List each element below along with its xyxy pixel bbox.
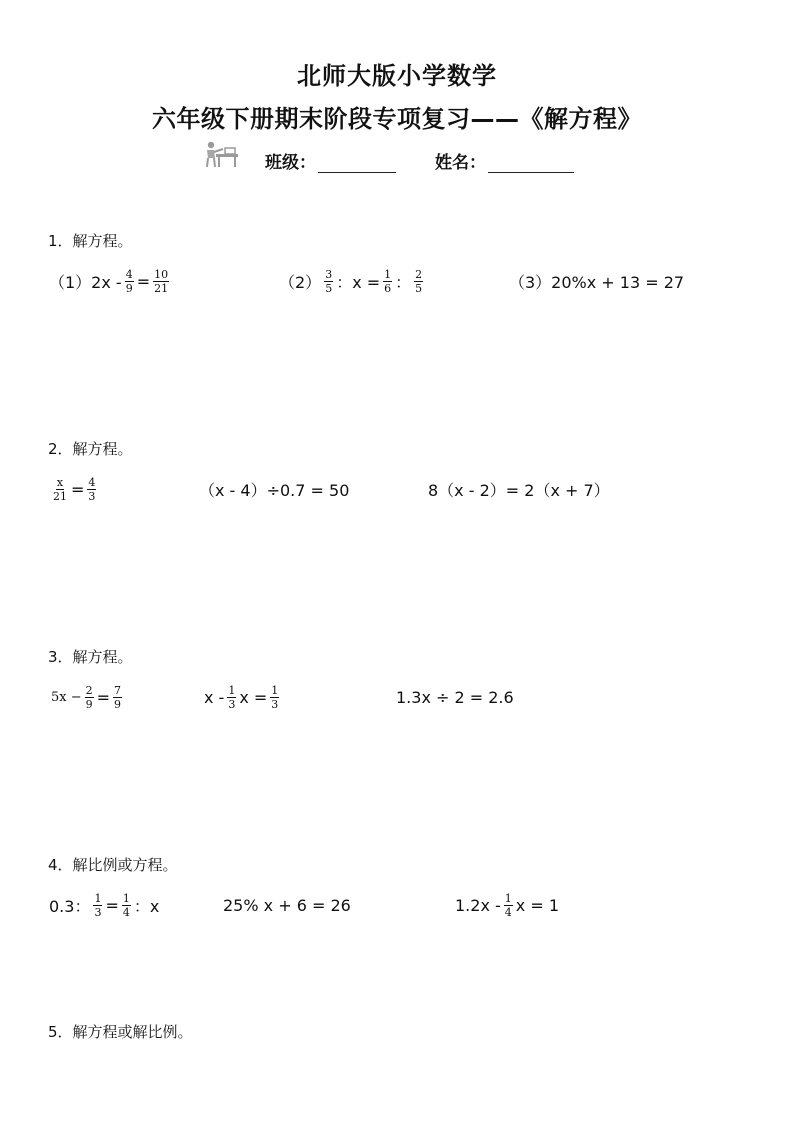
equation-text: ：	[395, 272, 412, 292]
class-field	[265, 148, 396, 173]
equation-text: =	[105, 895, 119, 915]
fraction-numerator: 7	[114, 683, 122, 697]
name-blank[interactable]	[488, 152, 574, 173]
fraction-denominator: 9	[85, 697, 93, 711]
equation	[198, 471, 350, 507]
fraction	[504, 892, 513, 919]
page-title: 北师大版小学数学	[297, 62, 497, 90]
fraction-denominator: 5	[415, 281, 423, 295]
fraction	[93, 892, 102, 919]
equation	[278, 263, 425, 299]
equation-text: =	[96, 687, 111, 707]
fraction	[122, 892, 131, 919]
equation	[395, 679, 515, 715]
name-label: 姓名：	[435, 153, 486, 173]
teacher-desk-icon	[203, 140, 241, 168]
fraction	[227, 684, 236, 711]
fraction-denominator: 6	[384, 281, 392, 295]
equation-text: 8（x - 2）= 2（x + 7）	[428, 480, 610, 500]
class-label: 班级：	[265, 153, 316, 173]
fraction-numerator: 1	[122, 891, 130, 905]
equation-text: =	[136, 271, 151, 291]
equation-text: （x - 4）÷0.7 = 50	[199, 480, 350, 500]
page-subtitle: 六年级下册期末阶段专项复习——《解方程》	[152, 105, 642, 133]
fraction	[87, 476, 96, 503]
fraction-numerator: 2	[415, 267, 423, 281]
fraction	[85, 684, 94, 711]
equation-text: =	[71, 479, 85, 499]
equation-text: ：x =	[336, 272, 381, 292]
fraction-numerator: 10	[154, 267, 169, 281]
fraction-numerator: 1	[271, 683, 279, 697]
fraction	[52, 476, 68, 503]
fraction	[153, 268, 169, 295]
fraction-denominator: 9	[125, 281, 133, 295]
fraction	[324, 268, 333, 295]
equation-text: ：x	[133, 896, 160, 916]
equation	[48, 887, 160, 923]
fraction-denominator: 3	[228, 697, 236, 711]
fraction-denominator: 21	[53, 489, 67, 503]
equation-text: x = 1	[515, 895, 560, 915]
question-3-heading: 3．解方程。	[48, 648, 133, 666]
fraction-denominator: 3	[88, 489, 96, 503]
fraction-denominator: 4	[504, 905, 512, 919]
fraction-numerator: 1	[504, 891, 512, 905]
fraction-numerator: 1	[94, 891, 102, 905]
fraction	[113, 684, 122, 711]
fraction-denominator: 5	[325, 281, 333, 295]
equation-text: （1）2x -	[49, 272, 122, 292]
equation-text: 1.3x ÷ 2 = 2.6	[396, 687, 514, 707]
fraction-numerator: 3	[325, 267, 333, 281]
fraction	[383, 268, 392, 295]
equation	[50, 471, 98, 507]
equation-text: 5x −	[51, 689, 82, 705]
fraction	[414, 268, 423, 295]
equation	[508, 263, 685, 299]
equation	[48, 263, 171, 299]
equation	[222, 887, 352, 923]
class-blank[interactable]	[318, 152, 396, 173]
fraction-denominator: 9	[114, 697, 122, 711]
fraction-numerator: 4	[88, 475, 96, 489]
equation-text: （2）	[279, 272, 322, 292]
fraction	[270, 684, 279, 711]
question-2-heading: 2．解方程。	[48, 440, 133, 458]
fraction-denominator: 3	[94, 905, 102, 919]
fraction	[125, 268, 134, 295]
equation	[454, 887, 560, 923]
fraction-numerator: 1	[384, 267, 392, 281]
equation-text: 1.2x -	[455, 895, 501, 915]
equation	[427, 471, 611, 507]
question-5-heading: 5．解方程或解比例。	[48, 1023, 193, 1041]
question-1-heading: 1．解方程。	[48, 232, 133, 250]
fraction-numerator: 1	[228, 683, 236, 697]
equation	[203, 679, 281, 715]
fraction-denominator: 3	[271, 697, 279, 711]
equation-text: （3）20%x + 13 = 27	[509, 272, 685, 292]
equation-text: 25% x + 6 = 26	[223, 895, 351, 915]
fraction-denominator: 4	[122, 905, 130, 919]
fraction-numerator: 4	[125, 267, 133, 281]
equation-text: x =	[239, 687, 268, 707]
equation-text: x -	[204, 687, 225, 707]
name-field	[435, 148, 574, 173]
fraction-numerator: x	[56, 475, 64, 489]
question-4-heading: 4．解比例或方程。	[48, 856, 178, 874]
equation-text: 0.3：	[49, 896, 91, 916]
fraction-denominator: 21	[154, 281, 169, 295]
fraction-numerator: 2	[85, 683, 93, 697]
equation	[50, 679, 124, 715]
